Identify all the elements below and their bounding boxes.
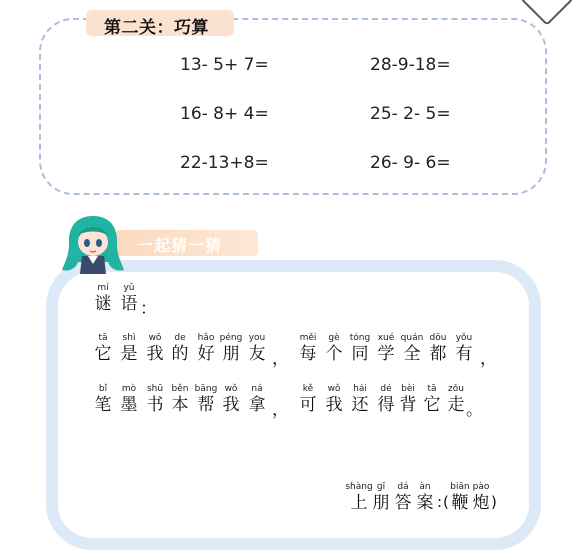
riddle-char: běn 本 <box>171 384 189 415</box>
answer-close-paren: ) <box>491 493 497 511</box>
equation: 22-13+8= <box>180 153 269 173</box>
riddle-char: you 友 <box>248 333 266 364</box>
riddle-char: shū 书 <box>146 384 164 415</box>
riddle-char: zǒu 走 <box>447 384 465 415</box>
comma: ， <box>272 349 289 369</box>
answer-hint-char: shàng 上 <box>345 482 373 513</box>
riddle-char: quán 全 <box>400 333 424 364</box>
equation: 26- 9- 6= <box>370 153 451 173</box>
equation: 28-9-18= <box>370 55 451 75</box>
riddle-char: péng 朋 <box>219 333 243 364</box>
riddle-char: tóng 同 <box>349 333 371 364</box>
riddle-section-title: 一起猜一猜 <box>137 236 223 255</box>
riddle-char: bèi 背 <box>399 384 417 415</box>
answer-colon: : <box>437 493 443 511</box>
riddle-char: kě 可 <box>299 384 317 415</box>
riddle-char: bǐ 笔 <box>94 384 112 415</box>
answer-char: pào 炮 <box>472 482 490 513</box>
riddle-char: hái 还 <box>351 384 369 415</box>
riddle-char: bāng 帮 <box>194 384 218 415</box>
riddle-char: dōu 都 <box>429 333 447 364</box>
riddle-char: gè 个 <box>325 333 343 364</box>
riddle-label-char: mí 谜 <box>94 283 112 314</box>
riddle-char: de 的 <box>171 333 189 364</box>
equation: 13- 5+ 7= <box>180 55 269 75</box>
calc-section-box <box>39 18 547 195</box>
riddle-label-char: yǔ 语 <box>120 283 138 314</box>
comma: ， <box>480 349 497 369</box>
answer-hint-char: àn 案 <box>416 482 434 513</box>
riddle-char: tā 它 <box>94 333 112 364</box>
equation: 25- 2- 5= <box>370 104 451 124</box>
riddle-char: xué 学 <box>377 333 395 364</box>
riddle-char: shì 是 <box>120 333 138 364</box>
riddle-char: wǒ 我 <box>146 333 164 364</box>
period: 。 <box>466 400 483 420</box>
riddle-char: ná 拿 <box>248 384 266 415</box>
riddle-char: dé 得 <box>377 384 395 415</box>
comma: ， <box>272 400 289 420</box>
answer-hint-char: ɡī 朋 <box>372 482 390 513</box>
riddle-char: wǒ 我 <box>325 384 343 415</box>
riddle-char: hǎo 好 <box>197 333 215 364</box>
riddle-char: tā 它 <box>423 384 441 415</box>
calc-section-title: 第二关：巧算 <box>104 18 209 38</box>
equation: 16- 8+ 4= <box>180 104 269 124</box>
answer-char: biān 鞭 <box>450 482 470 513</box>
riddle-char: měi 每 <box>299 333 317 364</box>
mascot-girl-icon <box>60 212 126 276</box>
riddle-char: mò 墨 <box>120 384 138 415</box>
answer-hint-char: dá 答 <box>394 482 412 513</box>
answer-open-paren: ( <box>443 493 449 511</box>
riddle-label-colon: ： <box>140 299 157 319</box>
riddle-char: wǒ 我 <box>222 384 240 415</box>
riddle-char: yǒu 有 <box>455 333 473 364</box>
